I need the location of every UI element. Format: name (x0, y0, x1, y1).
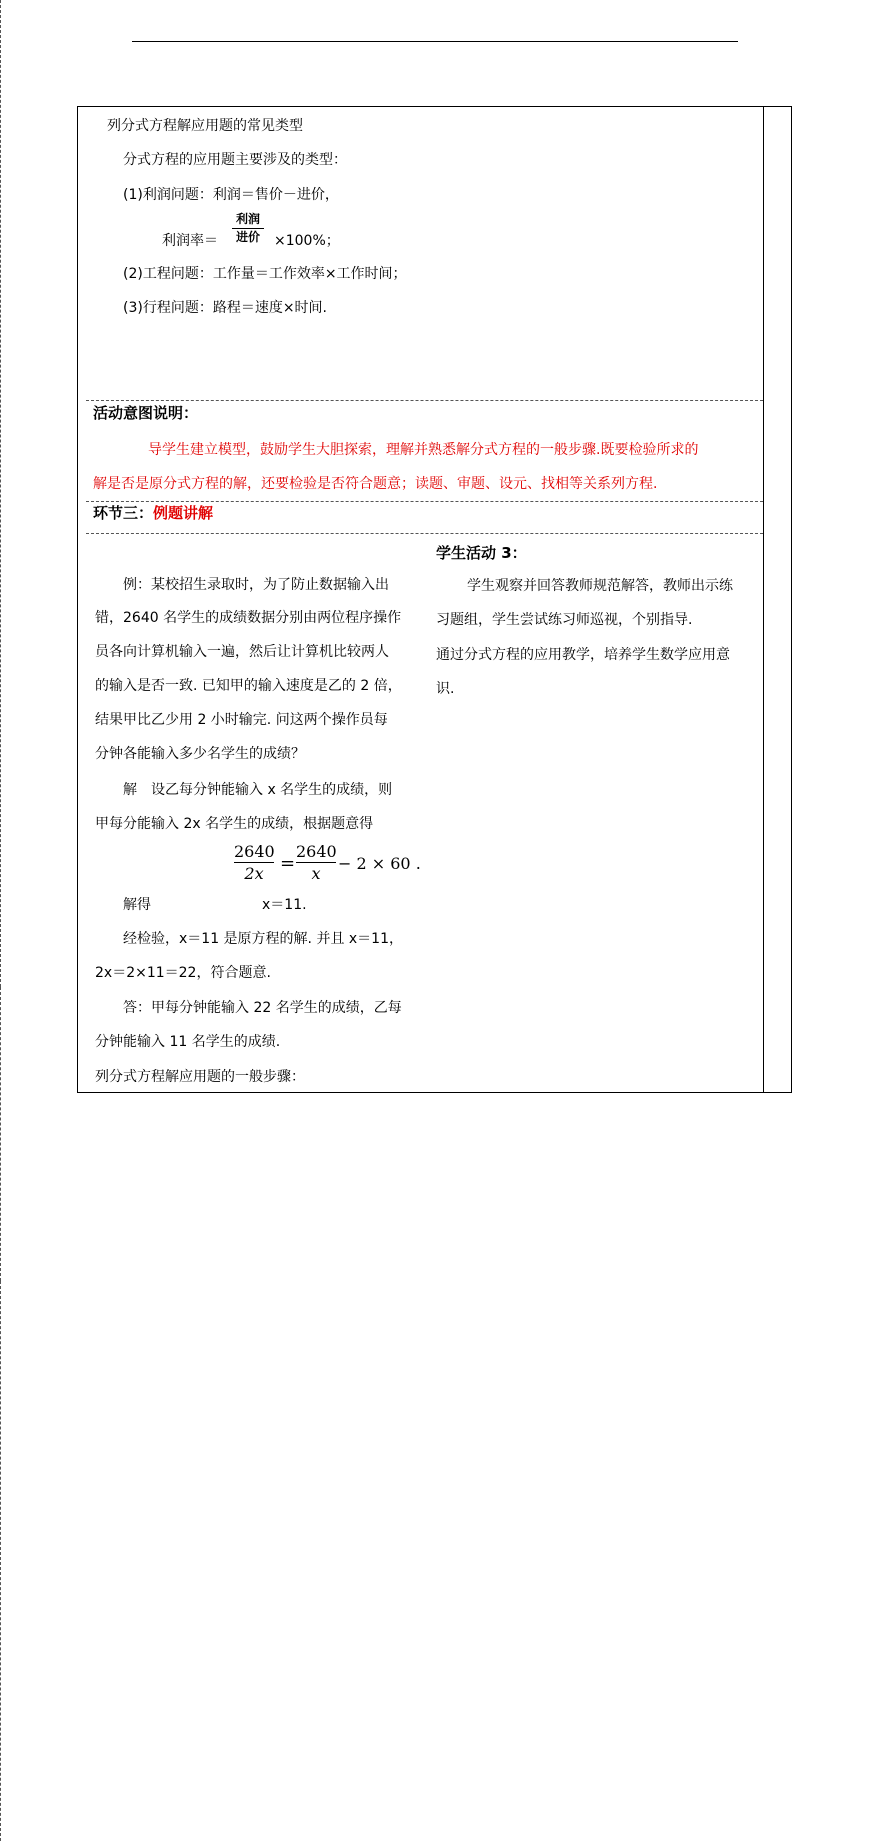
types-title: 列分式方程解应用题的常见类型 (107, 118, 303, 134)
profit-rate-denominator: 进价 (235, 230, 260, 244)
equation-right-fraction (296, 842, 336, 883)
eq-left-numerator: 2640 (234, 842, 275, 861)
section-3-title: 例题讲解 (153, 504, 214, 522)
intent-line-1: 导学生建立模型，鼓励学生大胆探索，理解并熟悉解分式方程的一般步骤.既要检验所求的 (148, 442, 699, 458)
fraction-bar (232, 228, 264, 229)
answer-line-2: 分钟能输入 11 名学生的成绩. (95, 1034, 281, 1050)
intent-line-2: 解是否是原分式方程的解，还要检验是否符合题意；读题、审题、设元、找相等关系列方程. (93, 476, 658, 492)
solve-label: 解得 (123, 897, 151, 913)
type-travel: (3)行程问题：路程＝速度×时间. (123, 300, 328, 316)
example-line-1: 例：某校招生录取时，为了防止数据输入出 (123, 577, 389, 593)
fraction-bar (296, 862, 336, 863)
profit-rate-label: 利润率＝ (162, 233, 218, 249)
section-3-heading (93, 504, 213, 522)
example-line-4: 的输入是否一致. 已知甲的输入速度是乙的 2 倍， (95, 678, 402, 694)
equation-equals: = (280, 853, 296, 874)
solution-line-1: 解 设乙每分钟能输入 x 名学生的成绩，则 (123, 782, 393, 798)
row-divider-1 (86, 400, 763, 401)
student-line-1: 学生观察并回答教师规范解答，教师出示练 (467, 578, 733, 594)
eq-left-denominator: 2x (244, 864, 264, 883)
equation-tail: − 2 × 60 . (338, 854, 421, 873)
student-line-4: 识. (436, 681, 455, 697)
check-line-2: 2x＝2×11＝22，符合题意. (95, 965, 271, 981)
example-line-3: 员各向计算机输入一遍，然后让计算机比较两人 (95, 644, 389, 660)
row-divider-3 (86, 533, 763, 534)
answer-line-1: 答：甲每分钟能输入 22 名学生的成绩，乙每 (123, 1000, 402, 1016)
types-intro: 分式方程的应用题主要涉及的类型： (123, 152, 347, 168)
profit-rate-fraction (232, 212, 264, 245)
col-divider-mid-top (0, 987, 1, 1281)
profit-rate-numerator: 利润 (235, 212, 260, 226)
check-line-1: 经检验，x＝11 是原方程的解. 并且 x＝11， (123, 931, 403, 947)
col-divider-left (0, 0, 1, 987)
col-divider-right (763, 106, 764, 1093)
solve-value: x＝11. (262, 897, 307, 913)
type-profit: (1)利润问题：利润＝售价－进价， (123, 187, 339, 203)
eq-right-denominator: x (311, 864, 321, 883)
row-divider-2 (86, 501, 763, 502)
section-3-prefix: 环节三： (93, 504, 154, 522)
equation-left-fraction (234, 842, 274, 883)
example-line-2: 错，2640 名学生的成绩数据分别由两位程序操作 (95, 610, 402, 626)
student-line-2: 习题组，学生尝试练习师巡视，个别指导. (436, 612, 693, 628)
example-line-6: 分钟各能输入多少名学生的成绩？ (95, 746, 305, 762)
eq-right-numerator: 2640 (296, 842, 337, 861)
intent-heading: 活动意图说明： (93, 404, 199, 422)
profit-rate-tail: ×100%； (274, 233, 340, 249)
solution-line-2: 甲每分能输入 2x 名学生的成绩，根据题意得 (95, 816, 374, 832)
student-line-3: 通过分式方程的应用教学，培养学生数学应用意 (436, 647, 730, 663)
type-work: (2)工程问题：工作量＝工作效率×工作时间； (123, 266, 407, 282)
student-activity-heading: 学生活动 3： (436, 544, 527, 562)
col-divider-mid-bottom (0, 1281, 1, 1841)
example-line-5: 结果甲比乙少用 2 小时输完. 问这两个操作员每 (95, 712, 388, 728)
header-rule (132, 41, 738, 42)
fraction-bar (234, 862, 274, 863)
general-steps-title: 列分式方程解应用题的一般步骤： (95, 1069, 305, 1085)
